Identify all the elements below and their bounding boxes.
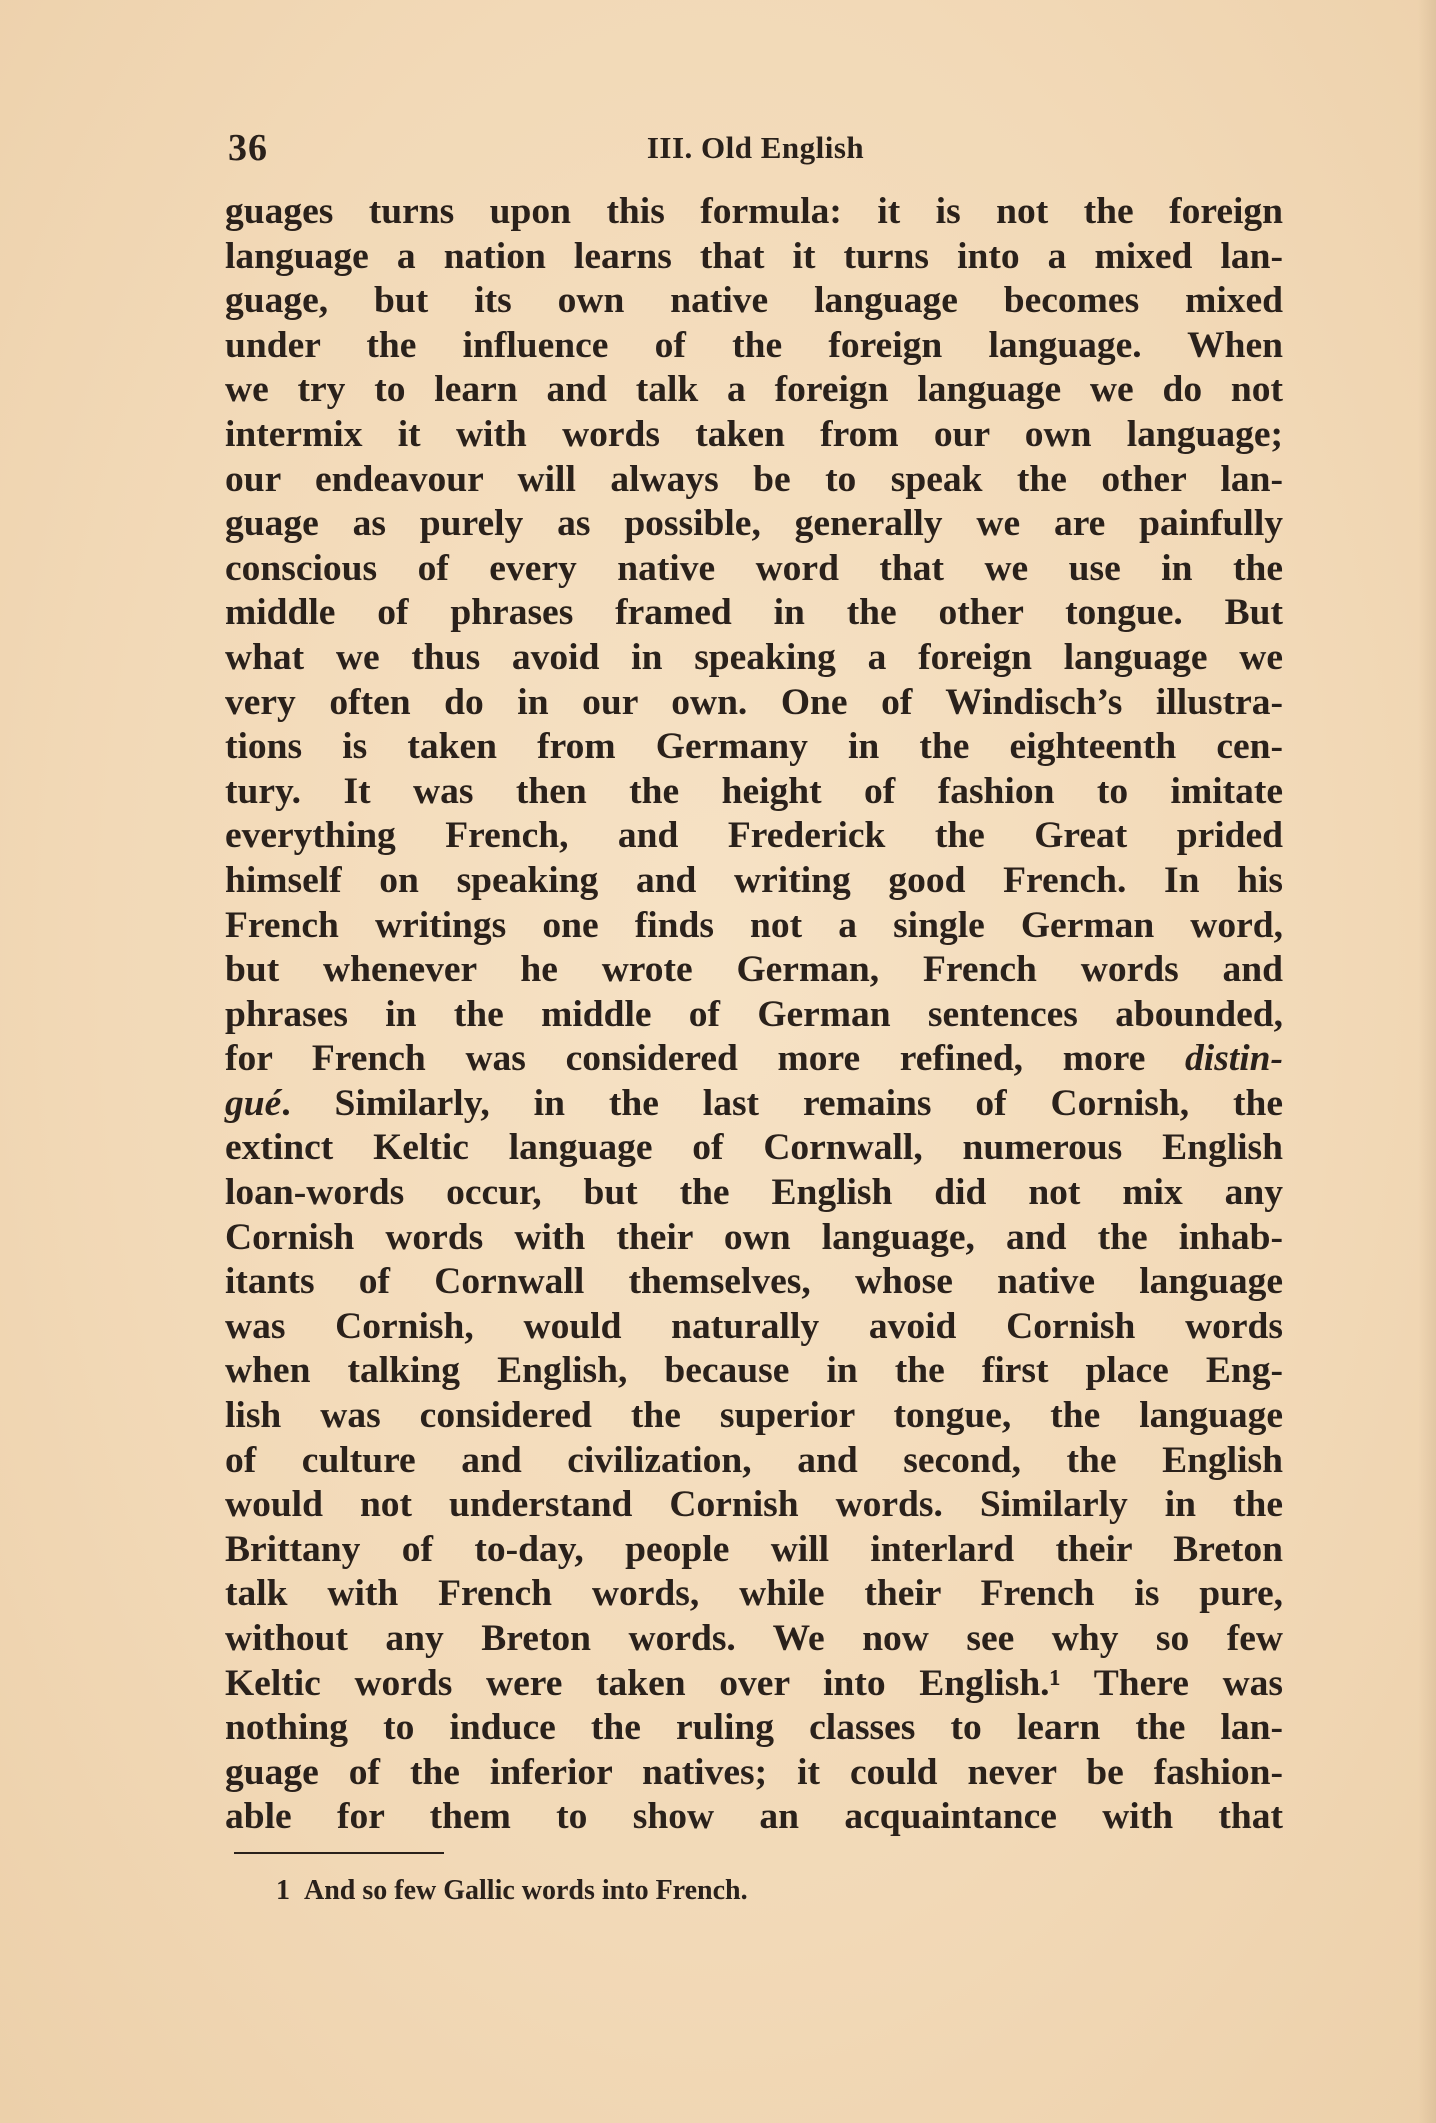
text-line: what we thus avoid in speaking a foreign language we: [225, 636, 1283, 678]
text-line: talk with French words, while their French is pure,: [225, 1573, 1283, 1615]
page-edge-shadow: [1418, 0, 1436, 2123]
text-line: of culture and civilization, and second, the English: [225, 1439, 1283, 1481]
text-line: Keltic words were taken over into English.¹ There was: [225, 1662, 1283, 1704]
text-line: extinct Keltic language of Cornwall, numerous English: [225, 1127, 1283, 1169]
text-line: himself on speaking and writing good French. In his: [225, 859, 1283, 901]
text-line: when talking English, because in the first place Eng-: [225, 1350, 1283, 1392]
footnote-rule: [234, 1852, 444, 1854]
text-line: able for them to show an acquaintance with that: [225, 1796, 1283, 1838]
body-text: [225, 190, 1283, 1840]
text-line: very often do in our own. One of Windisch’s illustra-: [225, 681, 1283, 723]
running-head: III. Old English: [646, 130, 865, 165]
text-line: nothing to induce the ruling classes to learn the lan-: [225, 1707, 1283, 1749]
page-number: 36: [228, 127, 268, 169]
text-line: phrases in the middle of German sentences abounded,: [225, 993, 1283, 1035]
text-line: French writings one finds not a single German word,: [225, 904, 1283, 946]
text-line: guages turns upon this formula: it is not the foreign: [225, 191, 1283, 232]
text-line: guage as purely as possible, generally we are painfully: [225, 503, 1283, 545]
text-line: middle of phrases framed in the other tongue. But: [225, 592, 1283, 634]
text-line: Brittany of to-day, people will interlard their Breton: [225, 1528, 1283, 1570]
footnote: [276, 1875, 748, 1907]
text-line: tury. It was then the height of fashion to imitate: [225, 770, 1283, 812]
text-line: loan-words occur, but the English did not mix any: [225, 1172, 1283, 1214]
text-line: Cornish words with their own language, and the inhab-: [225, 1216, 1283, 1258]
text-line: would not understand Cornish words. Similarly in the: [225, 1484, 1283, 1526]
text-line: language a nation learns that it turns into a mixed lan-: [225, 235, 1283, 277]
text-line: our endeavour will always be to speak the other lan-: [225, 458, 1283, 500]
text-line: guage, but its own native language becomes mixed: [225, 280, 1283, 322]
text-line: everything French, and Frederick the Great prided: [225, 815, 1283, 857]
text-line: under the influence of the foreign language. When: [225, 324, 1283, 366]
text-line: lish was considered the superior tongue, the language: [225, 1395, 1283, 1437]
text-line: but whenever he wrote German, French words and: [225, 949, 1283, 991]
text-line: for French was considered more refined, more distin-: [225, 1038, 1283, 1080]
text-line: gué. Similarly, in the last remains of Cornish, the: [225, 1082, 1283, 1124]
page-header: [228, 116, 1283, 176]
text-line: guage of the inferior natives; it could never be fashion-: [225, 1751, 1283, 1793]
text-line: without any Breton words. We now see why so few: [225, 1618, 1283, 1659]
text-line: we try to learn and talk a foreign language we do not: [225, 369, 1283, 411]
footnote-text: And so few Gallic words into French.: [304, 1875, 748, 1906]
text-line: itants of Cornwall themselves, whose native language: [225, 1261, 1283, 1303]
text-line: was Cornish, would naturally avoid Cornish words: [225, 1305, 1283, 1347]
text-line: intermix it with words taken from our own language;: [225, 413, 1283, 455]
text-line: tions is taken from Germany in the eighteenth cen-: [225, 726, 1283, 768]
text-line: conscious of every native word that we use in the: [225, 547, 1283, 589]
footnote-marker: 1: [276, 1875, 290, 1906]
